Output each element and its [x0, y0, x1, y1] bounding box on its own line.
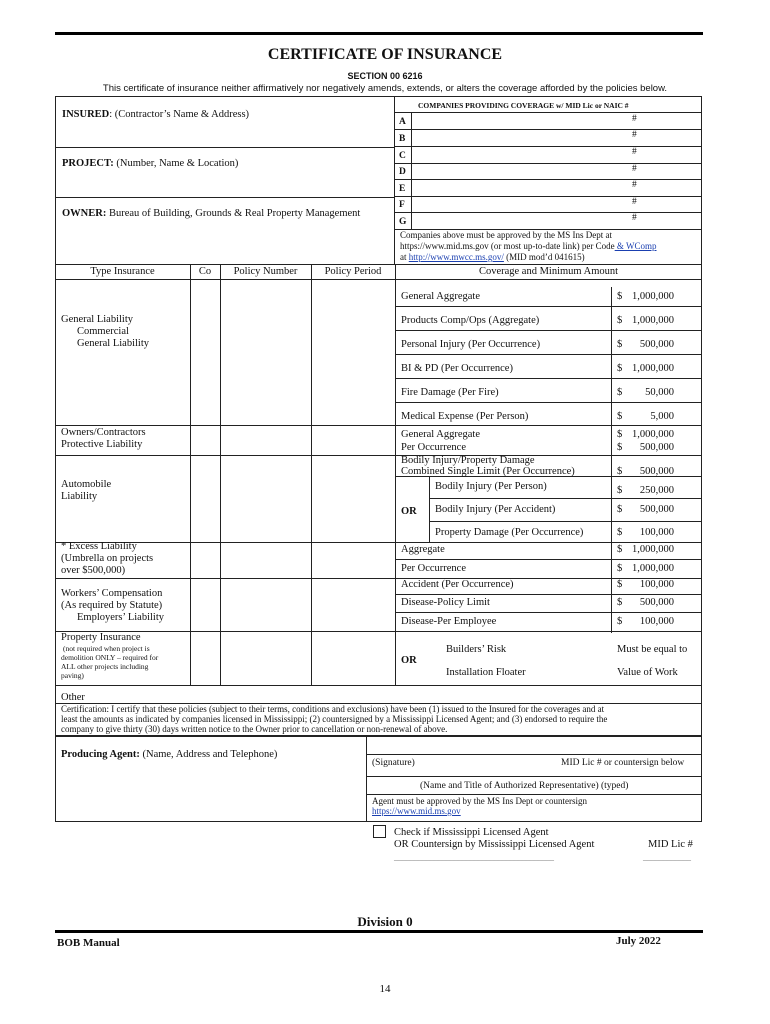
amt-wc-per-employee: 100,000 [639, 616, 674, 627]
company-number-g[interactable]: # [632, 213, 637, 223]
type-property-5: paving) [61, 671, 84, 680]
cov-auto-bi-person: Bodily Injury (Per Person) [435, 481, 547, 492]
amt-auto-pd: 100,000 [639, 527, 674, 538]
certification-line-2: least the amounts as indicated by companies licensed in Mississippi; (2) countersigned by a Mississippi Licensed Agent; and (3) endorsed to require the [61, 714, 608, 724]
cov-ocp-aggregate: General Aggregate [401, 429, 481, 440]
amt-excess-per-occurrence: 1,000,000 [632, 563, 674, 574]
certification-line-1: Certification: I certify that these policies (subject to their terms, conditions and exclusions) have been (1) issued to the Insured for the coverages and at [61, 704, 605, 714]
mid-link[interactable]: https://www.mid.ms.gov [372, 806, 461, 816]
cov-gl-medical: Medical Expense (Per Person) [401, 411, 529, 422]
cov-wc-accident: Accident (Per Occurrence) [401, 579, 514, 590]
insurance-form-frame [55, 96, 702, 736]
amt-gl-fire: 50,000 [645, 387, 674, 398]
cov-gl-personal-injury: Personal Injury (Per Occurrence) [401, 339, 541, 350]
type-wc-1: Workers’ Compensation [61, 588, 163, 599]
owner-field: OWNER: Bureau of Building, Grounds & Real Property Management [62, 208, 361, 219]
company-letter-c: C [399, 151, 406, 161]
amt-gl-medical: 5,000 [650, 411, 674, 422]
col-header-policy-number: Policy Number [233, 266, 298, 277]
col-header-policy-period: Policy Period [324, 266, 382, 277]
company-number-b[interactable]: # [632, 130, 637, 140]
cov-excess-per-occurrence: Per Occurrence [401, 563, 466, 574]
amt-excess-aggregate: 1,000,000 [632, 544, 674, 555]
insured-field[interactable]: INSURED: (Contractor’s Name & Address) [62, 109, 250, 120]
company-letter-f: F [399, 200, 405, 210]
auto-or-label: OR [401, 506, 417, 517]
company-number-d[interactable]: # [632, 164, 637, 174]
cov-gl-products: Products Comp/Ops (Aggregate) [401, 315, 540, 326]
page-number: 14 [379, 983, 391, 995]
cov-must-equal: Must be equal to [617, 644, 688, 655]
type-wc-2: (As required by Statute) [61, 600, 163, 611]
cov-builders-risk: Builders’ Risk [446, 644, 507, 655]
manual-date: July 2022 [616, 935, 661, 947]
col-header-type: Type Insurance [90, 266, 155, 277]
division-label: Division 0 [357, 914, 413, 929]
col-header-coverage: Coverage and Minimum Amount [478, 266, 619, 277]
amt-gl-personal-injury: 500,000 [639, 339, 674, 350]
company-number-f[interactable]: # [632, 197, 637, 207]
type-excess-1: * Excess Liability [61, 541, 137, 552]
type-ocp-1: Owners/Contractors [61, 427, 146, 438]
cov-auto-csl-2: Combined Single Limit (Per Occurrence) [401, 466, 575, 477]
company-letter-d: D [399, 167, 406, 177]
companies-note-3: at http://www.mwcc.ms.gov/ (MID mod’d 041615) [400, 252, 585, 262]
manual-label: BOB Manual [57, 937, 120, 949]
footer-rule [55, 930, 703, 933]
cov-installation-floater: Installation Floater [446, 667, 526, 678]
signature-field[interactable]: (Signature) [372, 758, 415, 768]
type-auto-2: Liability [61, 491, 98, 502]
countersign-line[interactable]: ________________________________________ [394, 853, 554, 862]
amt-gl-bi-pd: 1,000,000 [632, 363, 674, 374]
type-ocp-2: Protective Liability [61, 439, 143, 450]
check-licensed-agent-label: Check if Mississippi Licensed Agent [394, 827, 549, 838]
company-number-e[interactable]: # [632, 180, 637, 190]
cov-value-of-work: Value of Work [617, 667, 678, 678]
amt-auto-bi-person: 250,000 [639, 485, 674, 496]
companies-note-2: https://www.mid.ms.gov (or most up-to-date link) per Code & WComp [400, 241, 657, 251]
cov-excess-aggregate: Aggregate [401, 544, 445, 555]
type-commercial: Commercial [77, 326, 129, 337]
section-number: SECTION 00 6216 [347, 71, 423, 81]
company-letter-e: E [399, 184, 406, 194]
wcomp-link[interactable]: & WComp [614, 241, 657, 251]
cov-gl-aggregate: General Aggregate [401, 291, 481, 302]
company-number-c[interactable]: # [632, 147, 637, 157]
type-excess-2: (Umbrella on projects [61, 553, 154, 564]
type-commercial-gl: General Liability [77, 338, 150, 349]
amt-auto-csl: 500,000 [639, 466, 674, 477]
company-number-a[interactable]: # [632, 114, 637, 124]
agent-approved-note: Agent must be approved by the MS Ins Dept or countersign [372, 796, 587, 806]
project-field[interactable]: PROJECT: (Number, Name & Location) [62, 158, 239, 169]
company-letter-a: A [399, 117, 406, 127]
countersign-mid-label: MID Lic # [648, 839, 693, 850]
amt-ocp-per-occurrence: 500,000 [639, 442, 674, 453]
amt-ocp-aggregate: 1,000,000 [632, 429, 674, 440]
producing-agent-field[interactable]: Producing Agent: (Name, Address and Telephone) [61, 749, 278, 760]
companies-note-1: Companies above must be approved by the MS Ins Dept at [400, 230, 612, 240]
amt-wc-accident: 100,000 [639, 579, 674, 590]
companies-header: COMPANIES PROVIDING COVERAGE w/ MID Lic or NAIC # [418, 101, 629, 110]
type-property-1: Property Insurance [61, 632, 141, 643]
cov-auto-pd: Property Damage (Per Occurrence) [435, 527, 584, 538]
type-general-liability: General Liability [61, 314, 134, 325]
countersign-mid-line[interactable]: ____________ [643, 853, 691, 862]
type-other: Other [61, 692, 85, 703]
amt-gl-aggregate: 1,000,000 [632, 291, 674, 302]
mwcc-link[interactable]: http://www.mwcc.ms.gov/ [408, 252, 504, 262]
type-excess-3: over $500,000) [61, 565, 126, 576]
cov-auto-bi-accident: Bodily Injury (Per Accident) [435, 504, 556, 515]
type-property-2: (not required when project is [63, 644, 150, 653]
amt-gl-products: 1,000,000 [632, 315, 674, 326]
cov-gl-bi-pd: BI & PD (Per Occurrence) [401, 363, 513, 374]
cov-wc-policy-limit: Disease-Policy Limit [401, 597, 490, 608]
type-auto-1: Automobile [61, 479, 112, 490]
type-property-4: ALL other projects including [61, 662, 149, 671]
amt-wc-policy-limit: 500,000 [639, 597, 674, 608]
agent-block-frame [55, 736, 702, 737]
mid-lic-field[interactable]: MID Lic # or countersign below [561, 758, 685, 768]
company-letter-g: G [399, 217, 407, 227]
cov-auto-csl-1: Bodily Injury/Property Damage [401, 455, 535, 466]
col-header-co: Co [198, 266, 212, 277]
property-or-label: OR [401, 655, 417, 666]
cov-gl-fire: Fire Damage (Per Fire) [401, 387, 499, 398]
company-letter-b: B [399, 134, 406, 144]
certification-line-3: company to give thirty (30) days written notice to the Owner prior to cancellation or non-renewal of above. [61, 724, 448, 734]
amt-auto-bi-accident: 500,000 [639, 504, 674, 515]
cov-wc-per-employee: Disease-Per Employee [401, 616, 497, 627]
disclaimer: This certificate of insurance neither affirmatively nor negatively amends, extends, or alters the coverage afforded by the policies below. [102, 83, 668, 94]
cov-ocp-per-occurrence: Per Occurrence [401, 442, 466, 453]
name-title-field[interactable]: (Name and Title of Authorized Representative) (typed) [420, 781, 629, 791]
page-title: CERTIFICATE OF INSURANCE [267, 46, 503, 63]
top-rule [55, 32, 703, 35]
type-wc-3: Employers’ Liability [77, 612, 164, 623]
countersign-label: OR Countersign by Mississippi Licensed Agent [394, 839, 595, 850]
licensed-agent-checkbox[interactable] [373, 825, 386, 838]
type-property-3: demolition ONLY – required for [61, 653, 159, 662]
